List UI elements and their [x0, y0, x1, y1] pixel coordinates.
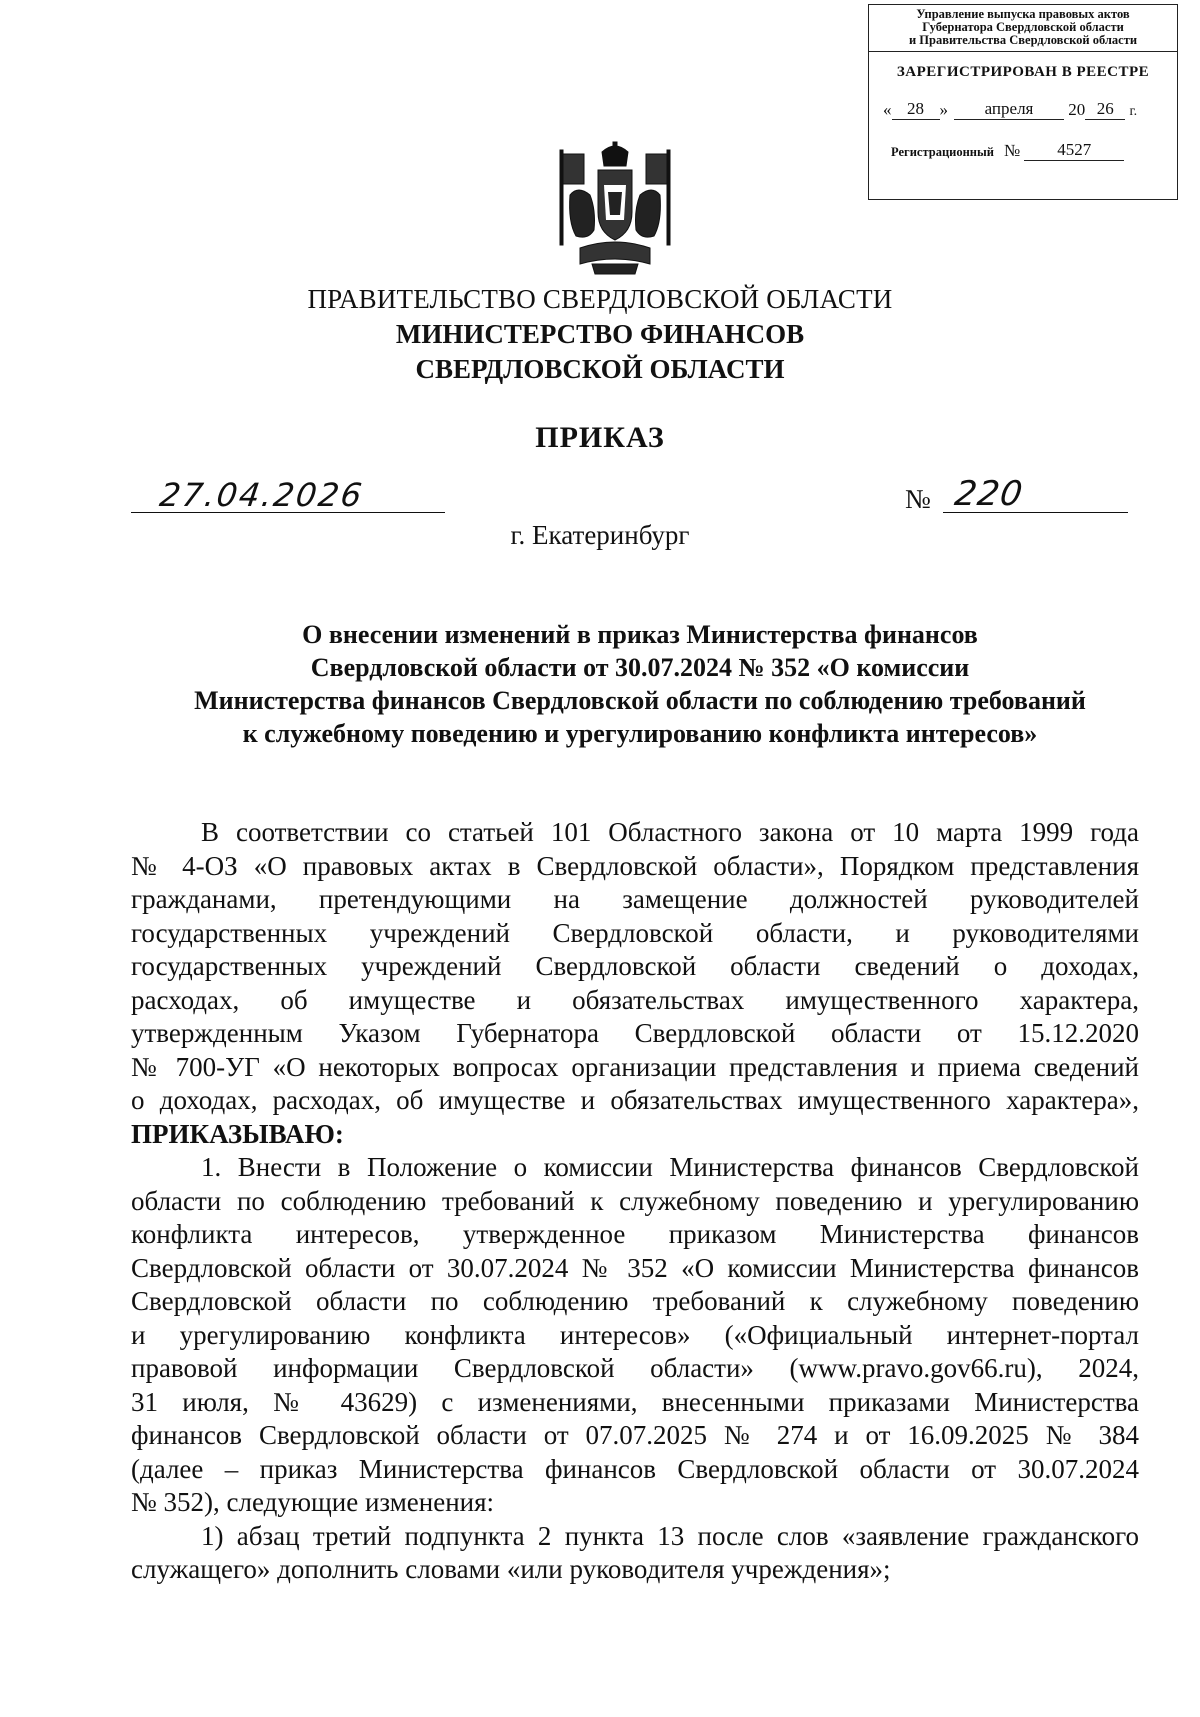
body-line: государственных учреждений Свердловской области сведений о доходах,: [131, 951, 1139, 981]
body-line: 31 июля, № 43629) с изменениями, внесенными приказами Министерства: [131, 1386, 1139, 1417]
stamp-reg-number-row: [869, 140, 1177, 161]
order-body: [131, 816, 1139, 1587]
stamp-reg-number: 4527: [1024, 140, 1124, 161]
title-line: Министерства финансов Свердловской области по соблюдению требований: [194, 686, 1086, 715]
body-line: № 700-УГ «О некоторых вопросах организации представления и приема сведений: [131, 1051, 1139, 1082]
order-date-underline: [131, 512, 445, 513]
order-number-underline: [943, 512, 1128, 513]
body-line: № 352), следующие изменения:: [131, 1487, 495, 1517]
order-number-sign: №: [905, 484, 931, 514]
body-line: № 4-ОЗ «О правовых актах в Свердловской области», Порядком представления: [131, 850, 1139, 881]
stamp-header-line: Губернатора Свердловской области: [922, 20, 1124, 34]
stamp-date-month: апреля: [954, 99, 1064, 120]
body-line: государственных учреждений Свердловской области, и руководителями: [131, 917, 1139, 948]
stamp-header-line: и Правительства Свердловской области: [908, 33, 1138, 47]
body-line: и урегулированию конфликта интересов» («Официальный интернет-портал: [131, 1319, 1139, 1350]
body-line: утвержденным Указом Губернатора Свердловской области от 15.12.2020: [131, 1018, 1139, 1048]
body-line: служащего» дополнить словами «или руководителя учреждения»;: [131, 1554, 891, 1584]
stamp-date: [869, 99, 1177, 120]
stamp-registered-label: ЗАРЕГИСТРИРОВАН В РЕЕСТРЕ: [896, 64, 1150, 80]
body-line: В соответствии со статьей 101 Областного закона от 10 марта 1999 года: [201, 817, 1139, 847]
order-title: [60, 618, 1200, 750]
stamp-quote-close: »: [939, 100, 948, 119]
body-line: (далее – приказ Министерства финансов Свердловской области от 30.07.2024: [131, 1453, 1139, 1484]
region-title: СВЕРДЛОВСКОЙ ОБЛАСТИ: [415, 354, 785, 384]
stamp-header-line: Управление выпуска правовых актов: [916, 7, 1130, 21]
registration-stamp: [868, 4, 1178, 200]
body-line: расходах, об имуществе и обязательствах имущественного характера,: [131, 984, 1139, 1015]
title-line: к служебному поведению и урегулированию конфликта интересов»: [242, 719, 1038, 748]
body-line: конфликта интересов, утвержденное приказом Министерства финансов: [131, 1219, 1139, 1249]
body-line: области по соблюдению требований к служебному поведению и урегулированию: [131, 1185, 1139, 1216]
body-line: Свердловской области от 30.07.2024 № 352 «О комиссии Министерства финансов: [131, 1252, 1139, 1283]
body-line: гражданами, претендующими на замещение должностей руководителей: [131, 884, 1139, 914]
stamp-date-year: 26: [1085, 99, 1125, 120]
stamp-date-day: 28: [892, 99, 940, 120]
order-date-handwritten: 27.04.2026: [157, 476, 366, 514]
stamp-date-g: г.: [1129, 104, 1138, 119]
body-line: финансов Свердловской области от 07.07.2025 № 274 и от 16.09.2025 № 384: [131, 1420, 1139, 1450]
stamp-header: [869, 5, 1177, 52]
title-line: Свердловской области от 30.07.2024 № 352 «О комиссии: [310, 653, 970, 682]
title-line: О внесении изменений в приказ Министерства финансов: [302, 620, 978, 649]
body-line: Свердловской области по соблюдению требований к служебному поведению: [131, 1286, 1139, 1316]
ministry-title: МИНИСТЕРСТВО ФИНАНСОВ: [395, 319, 805, 349]
body-line: 1) абзац третий подпункта 2 пункта 13 после слов «заявление гражданского: [201, 1520, 1139, 1551]
government-title: ПРАВИТЕЛЬСТВО СВЕРДЛОВСКОЙ ОБЛАСТИ: [307, 284, 893, 314]
stamp-reg-no-sign: №: [1003, 141, 1021, 160]
body-line: о доходах, расходах, об имуществе и обязательствах имущественного характера»,: [131, 1085, 1139, 1115]
decree-word: ПРИКАЗЫВАЮ:: [131, 1118, 344, 1149]
document-type: ПРИКАЗ: [535, 421, 665, 454]
coat-of-arms-emblem: [540, 140, 690, 280]
body-line: правовой информации Свердловской области» (www.pravo.gov66.ru), 2024,: [131, 1353, 1139, 1383]
stamp-reg-label: Регистрационный: [891, 145, 994, 159]
city: г. Екатеринбург: [510, 520, 690, 550]
body-line: 1. Внести в Положение о комиссии Министерства финансов Свердловской: [201, 1152, 1139, 1182]
stamp-date-year-prefix: 20: [1068, 100, 1086, 119]
order-number-handwritten: 220: [952, 474, 1026, 514]
stamp-quote-open: «: [883, 100, 892, 119]
